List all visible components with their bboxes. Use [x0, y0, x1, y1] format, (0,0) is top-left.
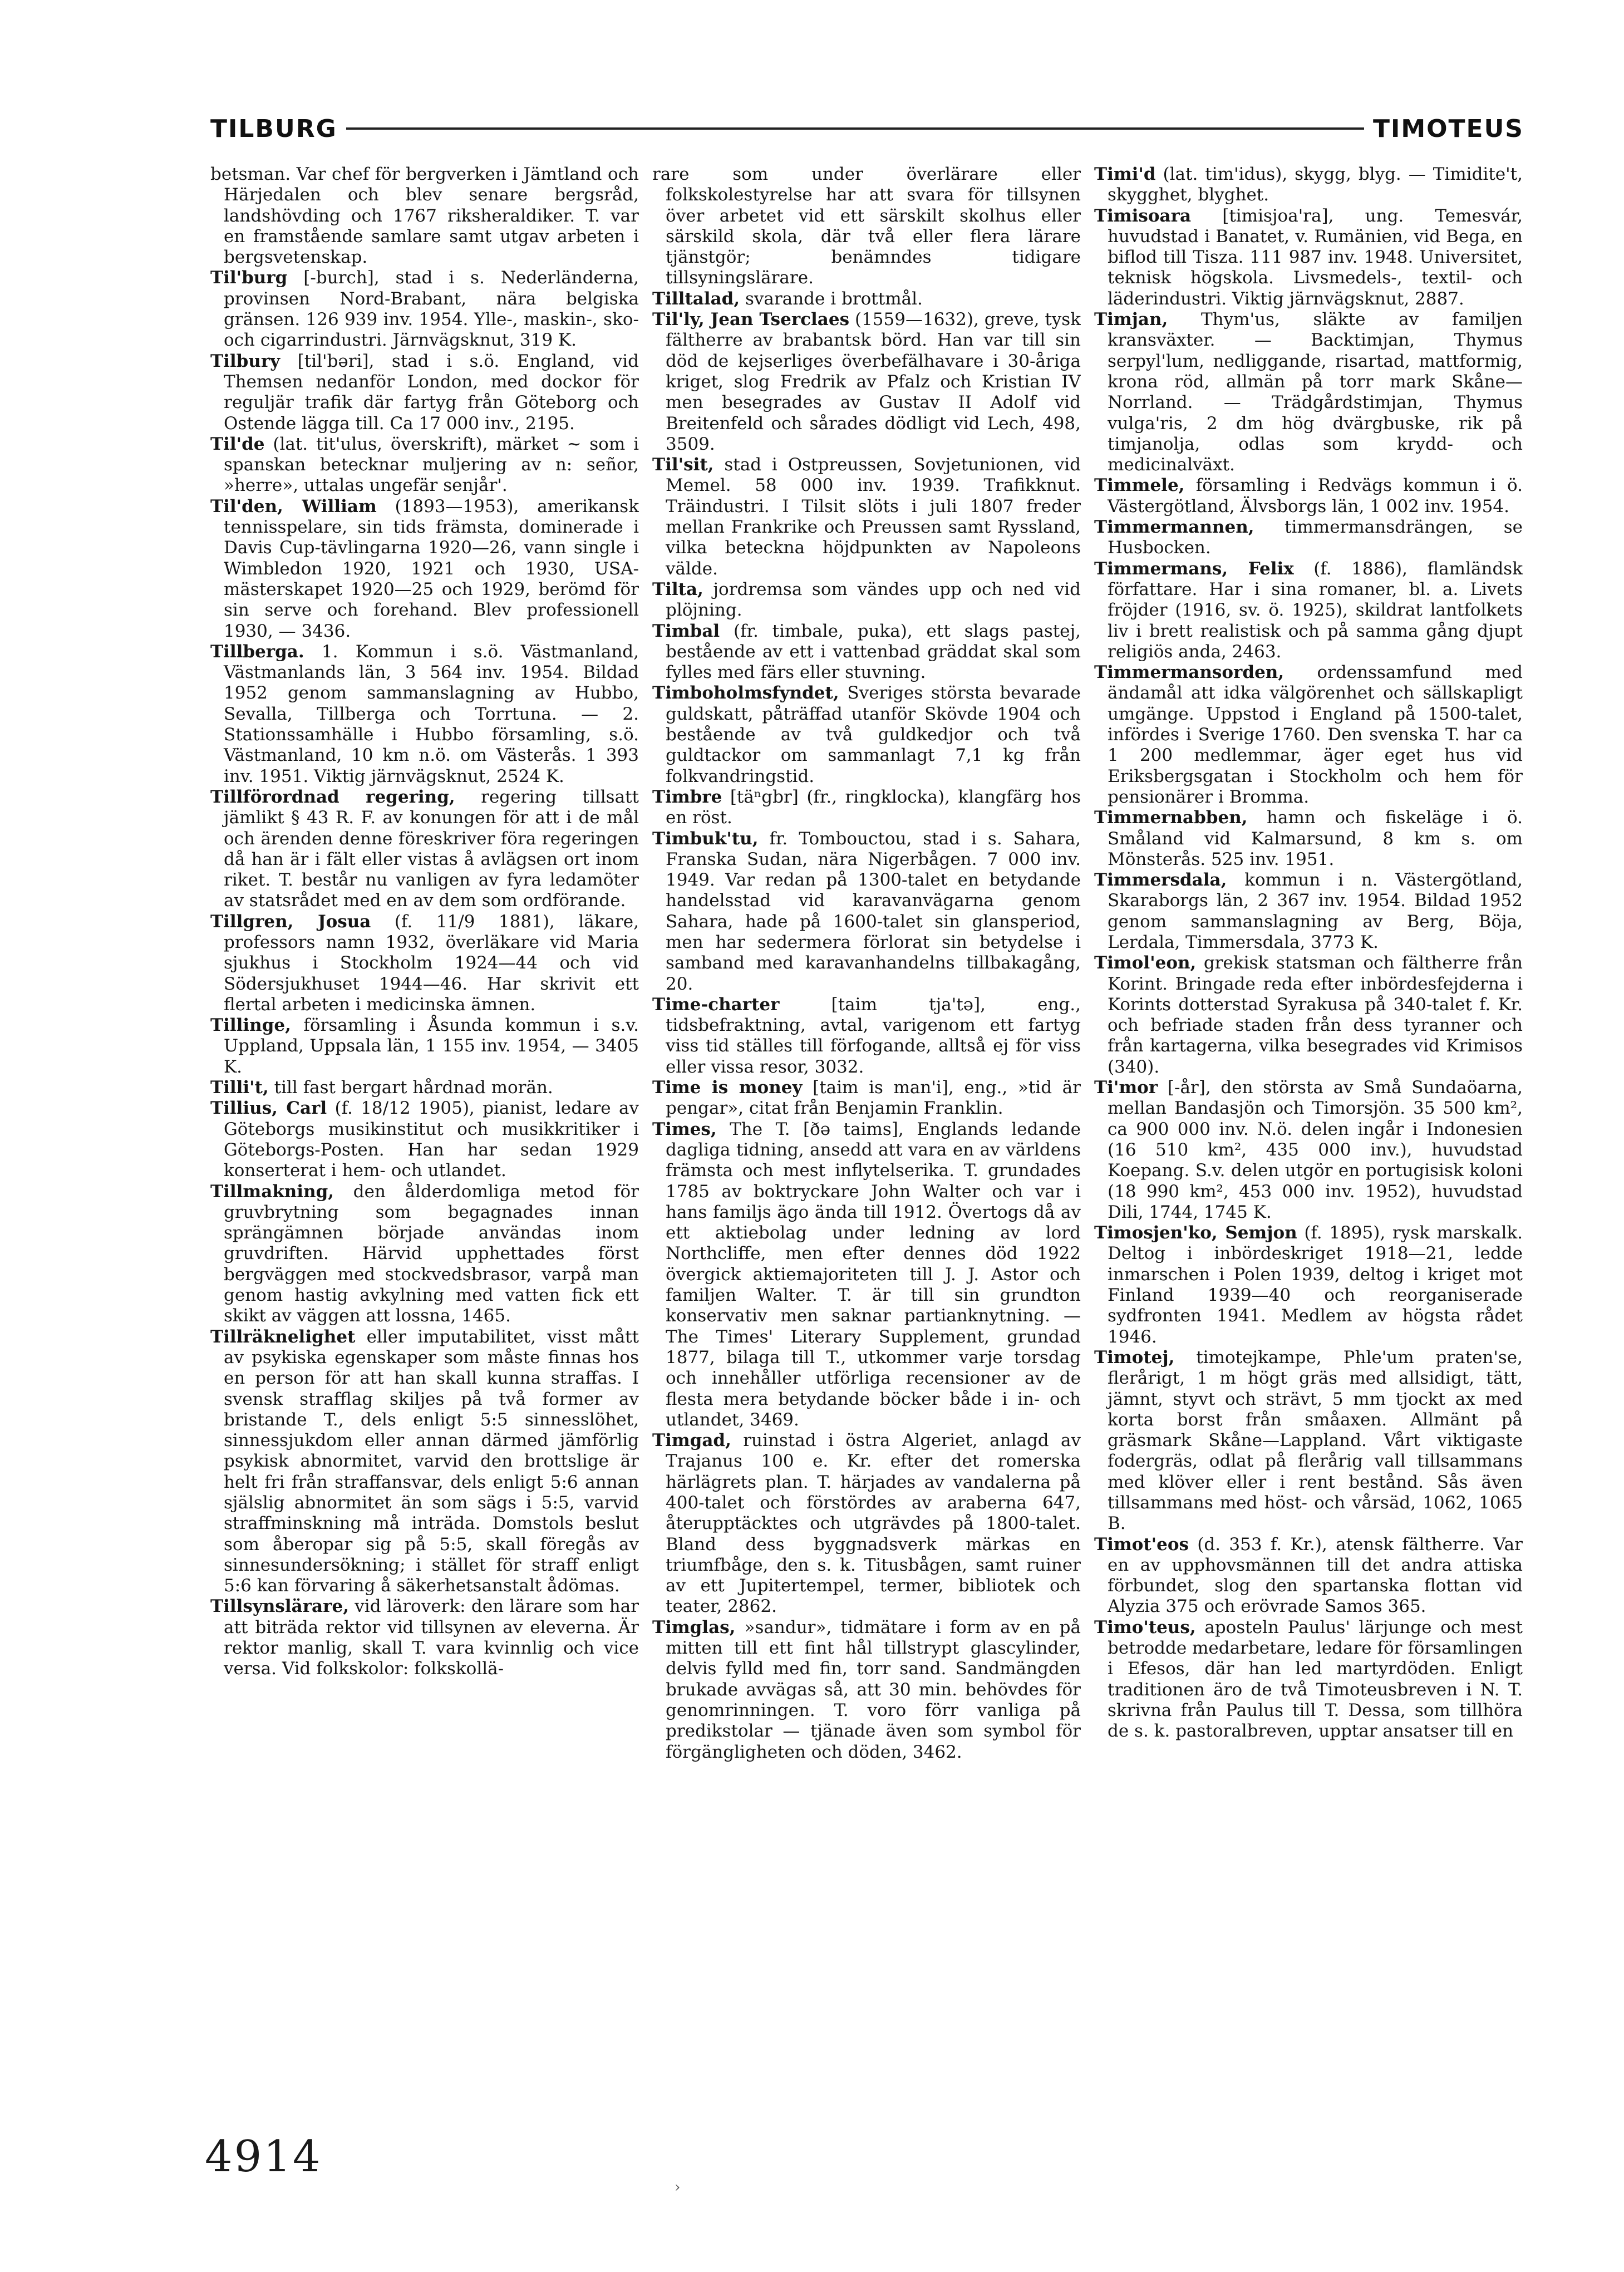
entry-headword: Time-charter [652, 994, 780, 1015]
entry-text: timotejkampe, Phle'um praten'se, flerårigt, 1 m högt gräs med allsidigt, tätt, jämnt, styvt och strävt, 5 mm tjockt ax med korta borst från småaxen. Allmänt på gräsmark Skåne—Lappland. Vårt viktigaste fodergräs, odlat på flerårig vall tillsammans med klöver eller i rent bestånd. Sås även tillsammans med höst- och vårsäd, 1062, 1065 B. [1108, 1347, 1523, 1534]
entry-text: [timisjoa'ra], ung. Temesvár, huvudstad i Banatet, v. Rumänien, vid Bega, en biflod till Tisza. 111 987 inv. 1948. Universitet, teknisk högskola. Livsmedels-, textil- och läderindustri. Viktig järnvägsknut, 2887. [1108, 205, 1523, 309]
entry-headword: Timbal [652, 621, 720, 641]
entry-headword: Timotej, [1094, 1347, 1175, 1368]
entry-headword: Timglas, [652, 1617, 736, 1637]
dictionary-entry [1094, 953, 1523, 1078]
dictionary-entry [1094, 808, 1523, 870]
entry-headword: Timisoara [1094, 205, 1192, 226]
entry-headword: Timmermannen, [1094, 517, 1254, 538]
entry-headword: Tilli't, [210, 1078, 269, 1098]
entry-text: [taim tja'tə], eng., tidsbefraktning, avtal, varigenom ett fartyg viss tid ställes till förfogande, alltså ej för viss eller vissa resor, 3032. [666, 994, 1081, 1077]
entry-text: timmermansdrängen, se Husbocken. [1108, 517, 1523, 558]
entry-headword: Tillgren, Josua [210, 911, 371, 932]
dictionary-entry [210, 1327, 639, 1597]
entry-text: (fr. timbale, puka), ett slags pastej, bestående av ett i vattenbad gräddat skal som fylles med färs eller stuvning. [666, 621, 1081, 683]
dictionary-entry [652, 1078, 1081, 1119]
entry-text: The T. [ðə taims], Englands ledande dagliga tidning, ansedd att vara en av världens främsta och mest inflytelserika. T. grundades 1785 av boktryckare John Walter och var i hans familjs ägo ända till 1912. Övertogs då av ett aktiebolag under ledning av lord Northcliffe, men efter dennes död 1922 övergick aktiemajoriteten till J. J. Astor och familjen Walter. T. är till sin grundton konservativ men saknar partianknytning. — The Times' Literary Supplement, grundad 1877, bilaga till T., utkommer varje torsdag och innehåller utförliga recensioner av de flesta mera betydande böcker både i in- och utlandet, 3469. [666, 1119, 1081, 1430]
entry-headword: Timmermansorden, [1094, 662, 1285, 683]
entry-headword: Tillförordnad regering, [210, 786, 455, 807]
entry-text: rare som under överlärare eller folkskolestyrelse har att svara för tillsynen över arbetet vid ett särskilt skolhus eller särskild skola, där två eller flera lärare tjänstgör; benämndes tidigare tillsyningslärare. [652, 164, 1081, 288]
entry-text: [-år], den största av Små Sundaöarna, mellan Bandasjön och Timorsjön. 35 500 km², ca 900 000 inv. N.ö. delen ingår i Indonesien (16 510 km², 435 000 inv.), huvudstad Koepang. S.v. delen utgör en portugisisk koloni (18 990 km², 453 000 inv. 1952), huvudstad Dili, 1744, 1745 K. [1108, 1078, 1523, 1222]
entry-headword: Til'ly, Jean Tserclaes [652, 309, 850, 330]
entry-headword: Tillinge, [210, 1015, 291, 1036]
entry-text: församling i Redvägs kommun i ö. Västergötland, Älvsborgs län, 1 002 inv. 1954. [1108, 475, 1523, 517]
entry-continuation [652, 164, 1081, 289]
entry-text: [täⁿgbr] (fr., ringklocka), klangfärg hos en röst. [666, 786, 1081, 828]
entry-text: (f. 1895), rysk marskalk. Deltog i inbördeskriget 1918—21, ledde inmarschen i Polen 1939, deltog i kriget mot Finland 1939—40 och reorganiserade sydfronten 1941. Medlem av högsta rådet 1946. [1108, 1223, 1523, 1347]
dictionary-entry [1094, 475, 1523, 517]
entry-headword: Timgad, [652, 1430, 731, 1451]
dictionary-entry [652, 829, 1081, 995]
entry-headword: Til'sit, [652, 455, 714, 475]
dictionary-entry [652, 621, 1081, 683]
column-3 [1094, 164, 1523, 2057]
entry-text: (lat. tim'idus), skygg, blyg. — Timidite't, skygghet, blyghet. [1108, 164, 1523, 205]
entry-text: stad i Ostpreussen, Sovjetunionen, vid Memel. 58 000 inv. 1939. Trafikknut. Träindustri. I Tilsit slöts i juli 1807 freder mellan Frankrike och Preussen samt Ryssland, vilka betecknа höjdpunkten av Napoleons välde. [666, 455, 1081, 579]
dictionary-entry [1094, 164, 1523, 206]
footer-mark: › [675, 2179, 681, 2196]
dictionary-entry [652, 1430, 1081, 1617]
entry-headword: Tillsynslärare, [210, 1596, 349, 1617]
entry-headword: Timosjen'ko, Semjon [1094, 1223, 1297, 1243]
entry-headword: Time is money [652, 1078, 803, 1098]
entry-headword: Times, [652, 1119, 717, 1139]
dictionary-entry [1094, 870, 1523, 953]
entry-text: fr. Tombouctou, stad i s. Sahara, Franska Sudan, nära Nigerbågen. 7 000 inv. 1949. Var redan på 1300-talet en betydande handelsstad vid karavanvägarna genom Sahara, hade på 1600-talet sin glansperiod, men har sedermera förlorat sin betydelse i samband med karavanhandelns tillbakagång, 20. [666, 828, 1081, 994]
entry-headword: Tilta, [652, 579, 703, 599]
entry-headword: Timboholmsfyndet, [652, 683, 839, 704]
entry-text: (f. 1886), flamländsk författare. Har i sina romaner, bl. a. Livets fröjder (1916, sv. ö. 1925), skildrat lantfolkets liv i brett realistisk och på samma gång djupt religiös anda, 2463. [1108, 558, 1523, 662]
entry-headword: Timmermans, Felix [1094, 558, 1294, 579]
entry-text: den ålderdomliga metod för gruvbrytning som begagnades innan sprängämnen började användas inom gruvdriften. Härvid upphettades först bergväggen med stockvedsbrasor, varpå man genom hastig avkylning med vatten fick ett skikt av väggen att lossna, 1465. [224, 1181, 639, 1326]
entry-headword: Tillius, Carl [210, 1098, 327, 1119]
entry-text: [-burch], stad i s. Nederländerna, provinsen Nord-Brabant, nära belgiska gränsen. 126 939 inv. 1954. Ylle-, maskin-, sko- och cigarrindustri. Järnvägsknut, 319 K. [224, 268, 639, 351]
dictionary-entry [1094, 1078, 1523, 1223]
entry-headword: Timmersdala, [1094, 870, 1227, 891]
entry-headword: Timi'd [1094, 164, 1156, 184]
dictionary-entry [1094, 517, 1523, 559]
entry-headword: Tillberga. [210, 641, 304, 662]
entry-text: [taim is man'i], eng., »tid är pengar», citat från Benjamin Franklin. [666, 1078, 1081, 1119]
entry-text: Thym'us, släkte av familjen kransväxter. — Backtimjan, Thymus serpyl'lum, nedliggande, risartad, mattformig, krona röd, allmän på torr mark Skåne—Norrland. — Trädgårdstimjan, Thymus vulga'ris, 2 dm hög dvärgbuske, rik på timjanolja, odlas som krydd- och medicinalväxt. [1108, 309, 1523, 475]
header-rule [346, 127, 1364, 130]
dictionary-entry [652, 995, 1081, 1078]
entry-headword: Timjan, [1094, 309, 1168, 330]
entry-text: »sandur», tidmätare i form av en på mitten till ett fint hål tillstrypt glascylinder, delvis fylld med fin, torr sand. Sandmängden brukade avvägas så, att 30 min. behövdes för genomrinningen. T. voro förr vanliga på predikstolar — tjänade även som symbol för förgängligheten och döden, 3462. [666, 1617, 1081, 1762]
dictionary-entry [210, 642, 639, 787]
dictionary-entry [1094, 1617, 1523, 1742]
entry-headword: Timbre [652, 786, 722, 807]
entry-text: församling i Åsunda kommun i s.v. Uppland, Uppsala län, 1 155 inv. 1954, — 3405 K. [224, 1015, 639, 1077]
dictionary-entry [1094, 309, 1523, 475]
entry-headword: Timmernabben, [1094, 808, 1248, 828]
entry-text: 1. Kommun i s.ö. Västmanland, Västmanlands län, 3 564 inv. 1954. Bildad 1952 genom sammanslagning av Hubbo, Sevalla, Tillberga och Torrtuna. — 2. Stationssamhälle i Hubbo församling, s.ö. Västmanland, 10 km n.ö. om Västerås. 1 393 inv. 1951. Viktig järnvägsknut, 2524 K. [224, 641, 639, 786]
dictionary-entry [210, 1078, 639, 1098]
entry-headword: Til'den, William [210, 496, 377, 517]
entry-text: aposteln Paulus' lärjunge och mest betrodde medarbetare, ledare för församlingen i Efesos, där han led martyrdöden. Enligt traditionen äro de två Timoteusbreven i N. T. skrivna från Paulus till T. Dessa, som tillhöra de s. k. pastoralbreven, upptar ansatser till en [1108, 1617, 1523, 1742]
entry-text: eller imputabilitet, visst mått av psykiska egenskaper som måste finnas hos en person för att han skall kunna straffas. I svensk strafflag skiljes på två former av bristande T., dels enligt 5:5 sinnesslöhet, sinnessjukdom eller annan därmed jämförlig psykisk abnormitet, varvid den brottslige är helt fri från straffansvar, dels enligt 5:6 annan själslig abnormitet än som sägs i 5:5, varvid straffminskning må inträda. Domstols beslut som åberopar sig på 5:5, skall föregås av sinnesundersökning; i stället för straff enligt 5:6 kan förvaring å säkerhetsanstalt ådömas. [224, 1326, 639, 1596]
entry-headword: Til'burg [210, 268, 288, 288]
entry-text: (f. 18/12 1905), pianist, ledare av Göteborgs musikinstitut och musikkritiker i Göteborgs-Posten. Han har sedan 1929 konserterat i hem- och utlandet. [224, 1098, 639, 1181]
running-header [210, 109, 1524, 148]
dictionary-entry [210, 787, 639, 912]
dictionary-entry [210, 1098, 639, 1181]
dictionary-entry [210, 912, 639, 1015]
dictionary-entry [652, 787, 1081, 829]
entry-continuation [210, 164, 639, 268]
entry-headword: Timot'eos [1094, 1534, 1189, 1555]
dictionary-entry [652, 289, 1081, 309]
dictionary-entry [652, 683, 1081, 786]
entry-text: regering tillsatt jämlikt § 43 R. F. av konungen för att i de mål och ärenden denne föreskriver föra regeringen då han är i fält eller vistas å avlägsen ort inom riket. T. består nu vanligen av fyra ledamöter av statsrådet med en av dem som ordförande. [224, 786, 639, 911]
header-left-word: TILBURG [210, 114, 337, 143]
entry-headword: Timmele, [1094, 475, 1185, 496]
entry-headword: Timbuk'tu, [652, 828, 759, 849]
entry-text: (d. 353 f. Kr.), atensk fältherre. Var en av upphovsmännen till det andra attiska förbundet, slog den spartanska flottan vid Alyzia 375 och erövrade Samos 365. [1108, 1534, 1523, 1617]
header-right-word: TIMOTEUS [1372, 114, 1524, 143]
dictionary-entry [210, 268, 639, 351]
dictionary-entry [652, 455, 1081, 579]
dictionary-entry [1094, 559, 1523, 662]
dictionary-entry [210, 434, 639, 496]
entry-text: ordenssamfund med ändamål att idka välgörenhet och sällskapligt umgänge. Uppstod i England på 1500-talet, infördes i Sverige 1760. Den svenska T. har ca 1 200 medlemmar, äger eget hus vid Eriksbergsgatan i Stockholm och hem för pensionärer i Bromma. [1108, 662, 1523, 807]
entry-text: kommun i n. Västergötland, Skaraborgs län, 2 367 inv. 1954. Bildad 1952 genom sammanslagning av Berg, Böja, Lerdala, Timmersdala, 3773 K. [1108, 870, 1523, 952]
dictionary-entry [652, 579, 1081, 621]
dictionary-entry [210, 1182, 639, 1327]
entry-headword: Tilbury [210, 351, 280, 371]
dictionary-entry [210, 496, 639, 642]
entry-text: ruinstad i östra Algeriet, anlagd av Trajanus 100 e. Kr. efter det romerska härlägrets plan. T. härjades av vandalerna på 400-talet och förstördes av araberna 647, återupptäcktes och utgrävdes på 1800-talet. Bland dess byggnadsverk märkas en triumfbåge, den s. k. Titusbågen, samt ruiner av ett Jupitertempel, termer, bibliotek och teater, 2862. [666, 1430, 1081, 1617]
entry-text: till fast bergart hårdnad morän. [268, 1078, 553, 1098]
dictionary-entry [1094, 1348, 1523, 1535]
entry-headword: Timol'eon, [1094, 953, 1197, 973]
entry-text: Sveriges största bevarade guldskatt, påträffad utanför Skövde 1904 och bestående av två guldkedjor och två guldtackor om sammanlagt 7,1 kg från folkvandringstid. [666, 683, 1081, 786]
entry-headword: Tillräknelighet [210, 1326, 356, 1347]
column-2 [652, 164, 1081, 2057]
dictionary-entry [652, 1119, 1081, 1430]
entry-text: jordremsa som vändes upp och ned vid plöjning. [666, 579, 1081, 621]
entry-headword: Tilltalad, [652, 288, 740, 309]
entry-text: (1893—1953), amerikansk tennisspelare, sin tids främsta, dominerade i Davis Cup-tävlingarna 1920—26, vann single i Wimbledon 1920, 1921 och 1930, USA-mästerskapet 1920—25 och 1929, berömd för sin serve och forehand. Blev professionell 1930, — 3436. [224, 496, 639, 641]
dictionary-entry [652, 1617, 1081, 1763]
dictionary-entry [210, 1015, 639, 1078]
dictionary-entry [1094, 1535, 1523, 1617]
entry-headword: Ti'mor [1094, 1078, 1158, 1098]
entry-text: (1559—1632), greve, tysk fältherre av brabantsk börd. Han var till sin död de kejserliges överbefälhavare i 30-åriga kriget, slog Fredrik av Pfalz och Kristian IV men besegrades av Gustav II Adolf vid Breitenfeld och sårades dödligt vid Lech, 498, 3509. [666, 309, 1081, 454]
entry-text: vid läroverk: den lärare som har att biträda rektor vid tillsynen av eleverna. Är rektor manlig, skall T. vara kvinnlig och vice versa. Vid folkskolor: folkskollä- [224, 1596, 639, 1679]
dictionary-entry [1094, 206, 1523, 309]
entry-text: [til'bəri], stad i s.ö. England, vid Themsen nedanför London, med dockor för reguljär trafik där fartyg från Göteborg och Ostende lägga till. Ca 17 000 inv., 2195. [224, 351, 639, 434]
entry-headword: Timo'teus, [1094, 1617, 1196, 1637]
dictionary-entry [210, 351, 639, 434]
entry-text: (lat. tit'ulus, överskrift), märket ~ som i spanskan betecknar muljering av n: señor, »herre», uttalas ungefär senjår'. [224, 434, 639, 496]
entry-headword: Til'de [210, 434, 265, 454]
entry-text: (f. 11/9 1881), läkare, professors namn 1932, överläkare vid Maria sjukhus i Stockholm 1924—44 och vid Södersjukhuset 1944—46. Har skrivit ett flertal arbeten i medicinska ämnen. [224, 911, 639, 1015]
entry-text: hamn och fiskeläge i ö. Småland vid Kalmarsund, 8 km s. om Mönsterås. 525 inv. 1951. [1108, 808, 1523, 869]
entry-text: svarande i brottmål. [740, 288, 923, 309]
entry-text: betsman. Var chef för bergverken i Jämtland och Härjedalen och blev senare bergsråd, landshövding och 1767 riksheraldiker. T. var en framstående samlare samt utgav arbeten i bergsvetenskap. [210, 164, 639, 268]
entry-text: grekisk statsman och fältherre från Korint. Bringade reda efter inbördesfejderna i Korints dotterstad Syrakusa på 340-talet f. Kr. och befriade staden från dess tyranner och från kartagerna, vilka besegrades vid Krimisos (340). [1108, 953, 1523, 1077]
column-1 [210, 164, 639, 2057]
page-number: 4914 [205, 2132, 322, 2182]
dictionary-entry [1094, 1223, 1523, 1348]
dictionary-entry [652, 309, 1081, 455]
dictionary-entry [210, 1596, 639, 1679]
entry-headword: Tillmakning, [210, 1181, 334, 1202]
dictionary-entry [1094, 662, 1523, 808]
